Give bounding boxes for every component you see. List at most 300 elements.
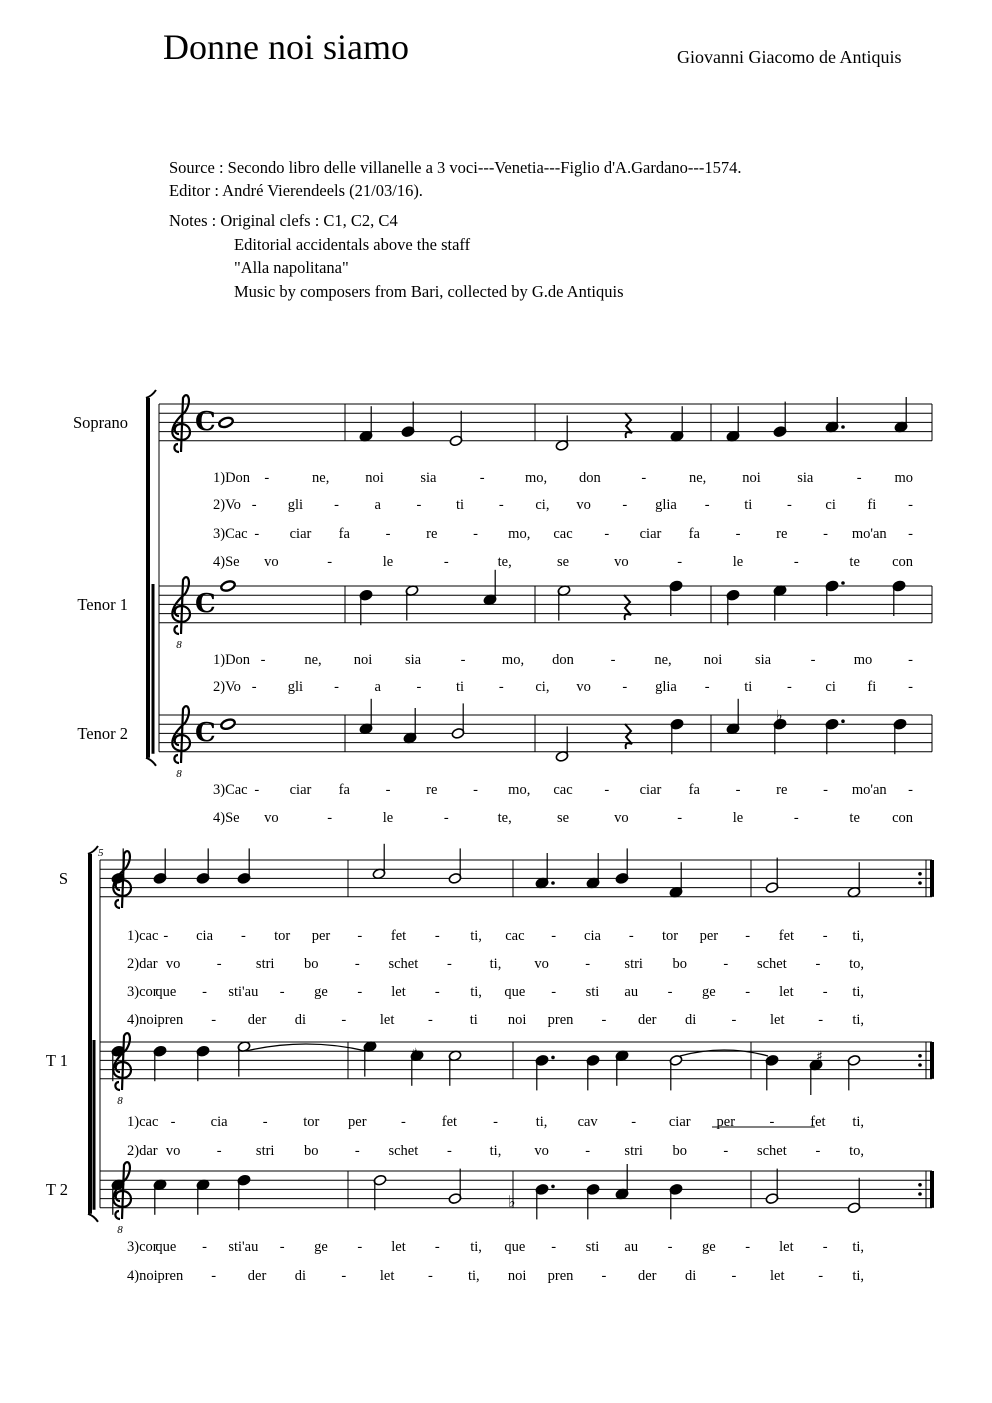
lyric-syllable: per: [716, 1114, 736, 1130]
note: [535, 1183, 549, 1219]
lyric-syllable: di: [684, 1268, 697, 1284]
lyric-syllable: vo: [534, 956, 549, 972]
lyric-syllable: -: [745, 928, 751, 944]
lyric-syllable: vo: [614, 554, 629, 570]
lyric-syllable: ge: [314, 984, 328, 1000]
quarter-rest-icon: [624, 595, 631, 620]
lyric-syllable: -: [334, 679, 339, 695]
lyric-syllable: -: [731, 1012, 737, 1028]
lyric-syllable: -: [211, 1012, 217, 1028]
lyric-syllable: -: [279, 1239, 285, 1255]
lyric-syllable: ti,: [467, 1268, 480, 1284]
lyric-syllable: stri: [255, 956, 275, 972]
lyric-syllable: -: [769, 1114, 775, 1130]
lyric-syllable: -: [434, 1239, 440, 1255]
lyric-syllable: sti'au: [228, 1239, 259, 1255]
lyric-syllable: fi: [867, 497, 877, 513]
lyric-syllable: -: [723, 1143, 729, 1159]
lyric-syllable: tor: [303, 1114, 320, 1130]
lyric-syllable: 4)noi: [127, 1268, 158, 1284]
lyric-syllable: -: [622, 679, 628, 695]
lyric-syllable: fet: [390, 928, 407, 944]
note: [773, 402, 787, 438]
lyric-syllable: noi: [507, 1012, 527, 1028]
lyric-syllable: bo: [672, 1143, 687, 1159]
lyric-syllable: -: [628, 928, 634, 944]
lyric-syllable: con: [892, 810, 913, 826]
lyric-syllable: -: [667, 1239, 673, 1255]
lyric-syllable: -: [216, 956, 222, 972]
lyric-syllable: stri: [624, 956, 643, 972]
lyric-syllable: ne,: [312, 470, 330, 486]
lyric-syllable: schet: [388, 1143, 419, 1159]
note: [847, 1054, 861, 1090]
lyric-syllable: cac: [553, 782, 573, 798]
note: [726, 406, 740, 442]
lyric-syllable: -: [585, 1143, 591, 1159]
lyric-syllable: ti,: [852, 1268, 864, 1284]
lyric-syllable: fa: [688, 526, 700, 542]
lyric-syllable: let: [379, 1268, 395, 1284]
lyric-syllable: -: [202, 984, 208, 1000]
note: [670, 406, 684, 442]
note: [555, 415, 569, 451]
lyric-syllable: vo: [165, 1143, 181, 1159]
lyric-syllable: -: [551, 1239, 557, 1255]
lyric-syllable: -: [460, 652, 466, 668]
lyric-syllable: -: [731, 1268, 737, 1284]
lyric-syllable: let: [391, 1239, 406, 1255]
repeat-dot: [918, 1054, 922, 1058]
lyric-syllable: 3)Cac: [213, 782, 248, 798]
staff-label: Tenor 1: [77, 595, 128, 614]
lyric-syllable: glia: [655, 497, 677, 513]
lyric-syllable: 4)noi: [127, 1012, 158, 1028]
lyric-syllable: fi: [867, 679, 877, 695]
lyric-syllable: -: [279, 984, 285, 1000]
lyric-syllable: ti: [456, 679, 465, 695]
time-signature: C: [195, 718, 216, 748]
lyric-syllable: ti: [469, 1012, 478, 1028]
repeat-dot: [918, 881, 922, 885]
note: [448, 848, 462, 884]
note: [220, 718, 236, 731]
dot: [841, 425, 845, 429]
note: [359, 699, 373, 735]
lyric-syllable: ti: [456, 497, 465, 513]
lyric-syllable: -: [856, 470, 862, 486]
lyric-syllable: -: [385, 782, 391, 798]
repeat-dot: [918, 1192, 922, 1196]
note: [372, 844, 386, 880]
note: [483, 570, 497, 606]
note: [359, 406, 373, 442]
lyric-syllable: -: [327, 810, 333, 826]
bracket-bottom-hook: [88, 1214, 98, 1222]
lyric-syllable: te,: [497, 810, 512, 826]
octave-8-mark: 8: [176, 768, 182, 780]
notes-line-4: Music by composers from Bari, collected by G.de Antiquis: [234, 282, 624, 301]
lyric-syllable: -: [787, 497, 792, 513]
lyric-syllable: let: [391, 984, 406, 1000]
lyric-syllable: ti,: [852, 1012, 864, 1028]
lyric-syllable: cav: [577, 1114, 598, 1130]
lyric-syllable: mo: [894, 470, 913, 486]
lyric-syllable: -: [416, 679, 422, 695]
lyric-syllable: noi: [703, 652, 723, 668]
lyric-syllable: -: [818, 1268, 824, 1284]
lyric-syllable: der: [637, 1012, 657, 1028]
lyric-syllable: pren: [157, 1012, 184, 1028]
lyric-syllable: au: [624, 984, 639, 1000]
lyric-syllable: -: [254, 526, 260, 542]
lyric-syllable: let: [770, 1012, 785, 1028]
lyric-syllable: ci,: [535, 497, 550, 513]
repeat-dot: [918, 1063, 922, 1067]
lyric-syllable: 4)Se: [213, 554, 240, 570]
note: [586, 1183, 600, 1219]
lyric-syllable: pren: [547, 1268, 574, 1284]
lyric-syllable: -: [745, 984, 751, 1000]
dot: [841, 719, 845, 723]
note: [615, 1050, 629, 1086]
lyric-syllable: let: [379, 1012, 395, 1028]
lyric-syllable: te,: [497, 554, 512, 570]
note: [555, 726, 569, 762]
lyric-syllable: per: [699, 928, 719, 944]
sharp-icon: ♯: [816, 1049, 823, 1065]
lyric-syllable: -: [641, 470, 647, 486]
note: [448, 1169, 462, 1205]
lyric-syllable: ti: [744, 679, 753, 695]
lyric-syllable: sti: [585, 1239, 600, 1255]
lyric-syllable: fa: [688, 782, 700, 798]
lyric-syllable: -: [601, 1268, 607, 1284]
lyric-syllable: per: [348, 1114, 367, 1130]
lyric-syllable: -: [745, 1239, 751, 1255]
lyric-syllable: 1)cac: [127, 1114, 159, 1130]
note: [451, 703, 465, 739]
note: [825, 397, 839, 433]
lyric-syllable: re: [776, 526, 788, 542]
lyric-syllable: don: [552, 652, 574, 668]
lyric-syllable: -: [254, 782, 260, 798]
lyric-syllable: fa: [338, 526, 350, 542]
lyric-syllable: ne,: [304, 652, 322, 668]
note: [773, 585, 787, 621]
bracket-bottom-hook: [146, 758, 156, 766]
lyric-syllable: -: [354, 956, 360, 972]
octave-8-mark: 8: [117, 1224, 123, 1236]
lyric-syllable: -: [631, 1114, 637, 1130]
lyric-syllable: le: [732, 554, 744, 570]
time-signature: C: [195, 589, 216, 619]
lyric-syllable: -: [704, 679, 710, 695]
lyric-syllable: -: [908, 526, 913, 542]
lyric-syllable: 3)Cac: [213, 526, 248, 542]
lyric-syllable: ti,: [852, 984, 864, 1000]
lyric-syllable: to,: [849, 956, 864, 972]
lyric-syllable: don: [579, 470, 601, 486]
lyric-syllable: -: [327, 554, 333, 570]
lyric-syllable: fa: [338, 782, 350, 798]
lyric-syllable: noi: [353, 652, 373, 668]
lyric-syllable: a: [374, 497, 381, 513]
flat-icon: ♭: [776, 708, 783, 724]
lyric-syllable: re: [776, 782, 788, 798]
note: [615, 848, 629, 884]
staff-label: Tenor 2: [77, 724, 128, 743]
lyric-syllable: que: [155, 1239, 177, 1255]
lyric-syllable: stri: [255, 1143, 275, 1159]
lyric-syllable: -: [815, 1143, 821, 1159]
lyric-syllable: -: [240, 928, 246, 944]
note: [220, 580, 236, 593]
lyric-syllable: -: [735, 782, 741, 798]
staff-label: T 2: [45, 1180, 68, 1199]
lyric-syllable: mo'an: [851, 782, 887, 798]
lyric-syllable: noi: [365, 470, 384, 486]
lyric-syllable: -: [787, 679, 792, 695]
lyric-syllable: -: [822, 1239, 828, 1255]
sharp-icon: ♯: [411, 1046, 418, 1062]
note: [196, 1179, 210, 1215]
lyric-syllable: -: [822, 984, 828, 1000]
bracket-top-hook: [146, 390, 156, 398]
lyric-syllable: 4)Se: [213, 810, 240, 826]
note: [111, 848, 125, 884]
lyric-syllable: noi: [507, 1268, 527, 1284]
lyric-syllable: -: [443, 810, 449, 826]
lyric-syllable: -: [447, 1143, 452, 1159]
lyric-syllable: -: [334, 497, 339, 513]
lyric-syllable: -: [723, 956, 729, 972]
lyric-syllable: -: [428, 1268, 433, 1284]
lyric-syllable: cia: [210, 1114, 228, 1130]
lyric-syllable: -: [443, 554, 449, 570]
lyric-syllable: vo: [534, 1143, 549, 1159]
note: [670, 718, 684, 754]
staff-label: T 1: [45, 1051, 68, 1070]
lyric-syllable: a: [374, 679, 381, 695]
lyric-syllable: ci,: [535, 679, 550, 695]
note: [237, 1174, 251, 1210]
note: [669, 1183, 683, 1219]
note: [726, 699, 740, 735]
lyric-syllable: gli: [287, 497, 304, 513]
quarter-rest-icon: [625, 724, 632, 749]
lyric-syllable: -: [385, 526, 391, 542]
lyric-syllable: bo: [304, 1143, 319, 1159]
lyric-syllable: 2)dar: [127, 956, 158, 972]
lyric-syllable: mo,: [508, 782, 531, 798]
lyric-syllable: -: [610, 652, 616, 668]
repeat-dot: [918, 872, 922, 876]
lyric-syllable: -: [908, 497, 913, 513]
lyric-syllable: -: [677, 554, 683, 570]
lyric-syllable: vo: [264, 810, 279, 826]
lyric-syllable: der: [247, 1268, 267, 1284]
notes-line-2: Editorial accidentals above the staff: [234, 235, 471, 254]
lyric-syllable: -: [170, 1114, 176, 1130]
lyric-syllable: ne,: [654, 652, 672, 668]
bracket-top-hook: [88, 846, 98, 854]
lyric-syllable: -: [498, 497, 504, 513]
lyric-syllable: fet: [441, 1114, 458, 1130]
lyric-syllable: ti,: [852, 928, 864, 944]
lyric-syllable: -: [262, 1114, 268, 1130]
lyric-syllable: 2)dar: [127, 1143, 158, 1159]
note: [892, 580, 906, 616]
lyric-syllable: tor: [661, 928, 679, 944]
lyric-syllable: au: [624, 1239, 639, 1255]
lyric-syllable: -: [667, 984, 673, 1000]
lyric-syllable: sia: [420, 470, 437, 486]
lyric-syllable: -: [793, 554, 799, 570]
note: [363, 1041, 377, 1077]
note: [894, 397, 908, 433]
note: [825, 580, 839, 616]
dot: [841, 581, 845, 585]
lyric-syllable: te: [849, 554, 860, 570]
lyric-syllable: -: [823, 782, 828, 798]
lyric-syllable: cac: [553, 526, 573, 542]
lyric-syllable: -: [473, 782, 478, 798]
lyric-syllable: 1)Don: [213, 652, 251, 668]
lyric-syllable: ti,: [535, 1114, 548, 1130]
lyric-syllable: -: [473, 526, 478, 542]
lyric-syllable: mo: [853, 652, 873, 668]
lyric-syllable: que: [504, 984, 526, 1000]
lyric-syllable: ciar: [639, 782, 662, 798]
lyric-syllable: -: [357, 928, 363, 944]
lyric-syllable: sti: [585, 984, 600, 1000]
lyric-syllable: le: [382, 554, 394, 570]
notes-line-1: Notes : Original clefs : C1, C2, C4: [169, 211, 398, 230]
note: [615, 1164, 629, 1200]
measure-number: 5: [98, 847, 104, 859]
lyric-syllable: -: [264, 470, 270, 486]
lyric-syllable: que: [504, 1239, 526, 1255]
lyric-syllable: tor: [274, 928, 291, 944]
lyric-syllable: stri: [624, 1143, 643, 1159]
note: [847, 1178, 861, 1214]
lyric-syllable: con: [892, 554, 913, 570]
lyric-syllable: -: [818, 1012, 824, 1028]
lyric-syllable: re: [426, 782, 438, 798]
lyric-syllable: di: [294, 1268, 307, 1284]
lyric-syllable: fet: [778, 928, 795, 944]
lyric-syllable: 3)cor: [127, 984, 158, 1000]
lyric-syllable: re: [426, 526, 438, 542]
lyric-syllable: sia: [797, 470, 814, 486]
lyric-syllable: ti,: [470, 984, 482, 1000]
lyric-syllable: let: [779, 1239, 794, 1255]
octave-8-mark: 8: [176, 639, 182, 651]
lyric-syllable: noi: [742, 470, 761, 486]
lyric-syllable: vo: [165, 956, 181, 972]
lyric-syllable: di: [684, 1012, 697, 1028]
lyric-syllable: glia: [655, 679, 677, 695]
lyric-syllable: se: [556, 554, 570, 570]
editor-line: Editor : André Vierendeels (21/03/16).: [169, 181, 423, 200]
lyric-syllable: gli: [287, 679, 304, 695]
lyric-syllable: bo: [304, 956, 319, 972]
lyric-syllable: 3)cor: [127, 1239, 158, 1255]
lyric-syllable: -: [216, 1143, 222, 1159]
repeat-dot: [918, 1183, 922, 1187]
lyric-syllable: bo: [672, 956, 687, 972]
lyric-syllable: -: [908, 652, 913, 668]
lyric-syllable: di: [294, 1012, 307, 1028]
note: [403, 708, 417, 744]
note: [586, 1054, 600, 1090]
lyric-syllable: ciar: [289, 782, 312, 798]
lyric-syllable: -: [622, 497, 628, 513]
dot: [551, 1056, 555, 1060]
note: [765, 1169, 779, 1205]
lyric-syllable: vo: [576, 679, 591, 695]
note: [153, 1179, 167, 1215]
lyric-syllable: vo: [576, 497, 591, 513]
lyric-syllable: der: [247, 1012, 267, 1028]
lyric-syllable: ci: [825, 679, 836, 695]
staff-label: Soprano: [73, 413, 128, 432]
note: [586, 853, 600, 889]
note: [237, 848, 251, 884]
lyric-syllable: ge: [314, 1239, 328, 1255]
lyric-syllable: -: [498, 679, 504, 695]
note: [237, 1041, 251, 1077]
lyric-syllable: ti,: [852, 1114, 864, 1130]
lyric-syllable: cia: [196, 928, 214, 944]
note: [669, 862, 683, 898]
lyric-syllable: ti,: [470, 928, 482, 944]
lyric-syllable: ge: [701, 1239, 716, 1255]
note: [218, 416, 234, 429]
lyric-syllable: mo,: [524, 470, 548, 486]
lyric-syllable: ciar: [289, 526, 312, 542]
lyric-syllable: mo,: [501, 652, 525, 668]
lyric-syllable: -: [604, 782, 610, 798]
lyric-syllable: -: [354, 1143, 360, 1159]
lyric-syllable: -: [434, 928, 440, 944]
lyric-syllable: -: [479, 470, 485, 486]
lyric-syllable: -: [447, 956, 452, 972]
lyric-syllable: ciar: [668, 1114, 691, 1130]
lyric-syllable: -: [357, 984, 363, 1000]
lyric-syllable: fet: [810, 1114, 826, 1130]
lyric-syllable: cia: [584, 928, 601, 944]
lyric-syllable: -: [341, 1268, 347, 1284]
lyric-syllable: -: [908, 782, 913, 798]
note: [825, 718, 839, 754]
lyric-syllable: to,: [849, 1143, 864, 1159]
lyric-syllable: -: [604, 526, 610, 542]
lyric-syllable: -: [400, 1114, 406, 1130]
lyric-syllable: -: [735, 526, 741, 542]
lyric-syllable: ne,: [688, 470, 707, 486]
piece-title: Donne noi siamo: [163, 27, 409, 67]
lyric-syllable: vo: [614, 810, 629, 826]
lyric-syllable: -: [428, 1012, 433, 1028]
lyric-syllable: -: [260, 652, 266, 668]
lyric-syllable: -: [202, 1239, 208, 1255]
staff-label: S: [58, 869, 68, 888]
lyric-syllable: ti,: [852, 1239, 864, 1255]
note: [535, 853, 549, 889]
lyric-syllable: mo'an: [851, 526, 887, 542]
